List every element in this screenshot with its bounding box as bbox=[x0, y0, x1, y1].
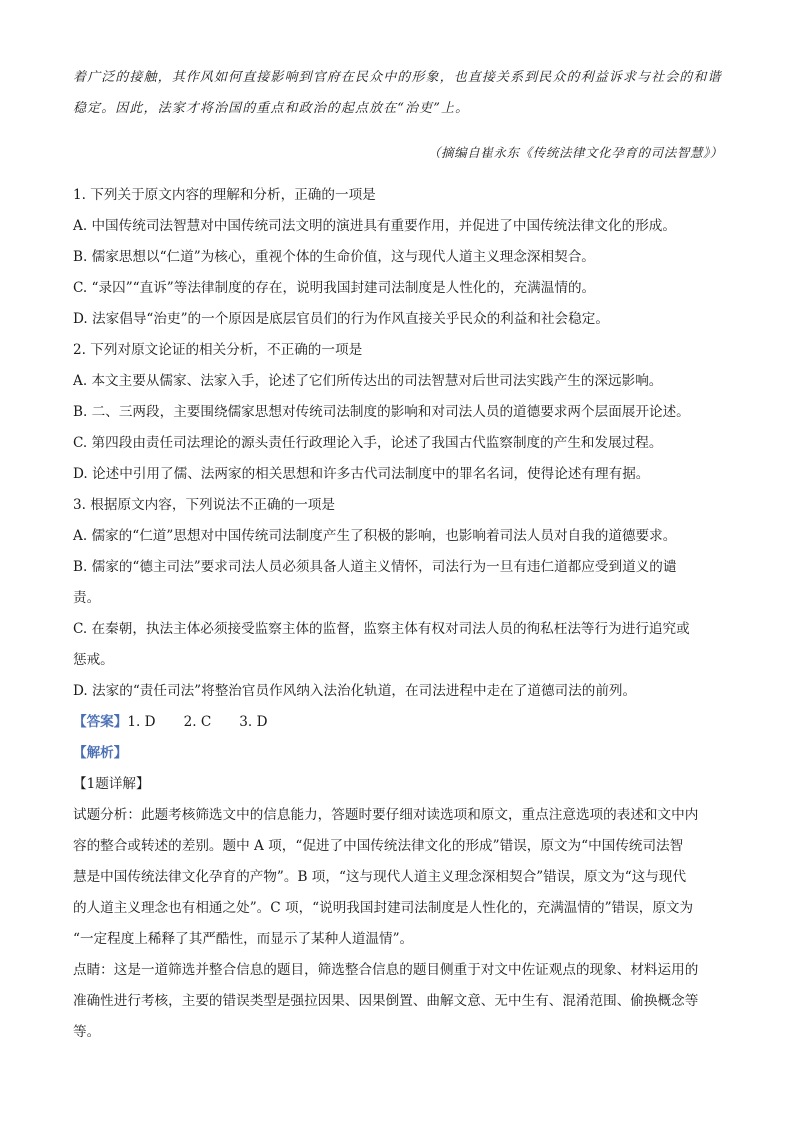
option-b: B. 儒家思想以“仁道”为核心，重视个体的生命价值，这与现代人道主义理念深相契合。 bbox=[73, 249, 595, 265]
analysis-line: “一定程度上稀释了其严酷性，而显示了某种人道温情”。 bbox=[73, 931, 414, 947]
answer-3: 3. D bbox=[239, 714, 268, 730]
document-page bbox=[73, 62, 723, 1048]
option-a: A. 儒家的“仁道”思想对中国传统司法制度产生了积极的影响，也影响着司法人员对自我的道德要求。 bbox=[73, 528, 677, 544]
option-a: A. 中国传统司法智慧对中国传统司法文明的演进具有重要作用，并促进了中国传统法律文化的形成。 bbox=[73, 218, 676, 234]
question-stem: 3. 根据原文内容，下列说法不正确的一项是 bbox=[73, 497, 335, 513]
option-a: A. 本文主要从儒家、法家入手，论述了它们所传达出的司法智慧对后世司法实践产生的深远影响。 bbox=[73, 373, 663, 389]
question-3 bbox=[73, 490, 723, 707]
analysis-line: 的人道主义理念也有相通之处”。C 项，“说明我国封建司法制度是人性化的，充满温情的”错误，原文为 bbox=[73, 900, 694, 916]
option-d: D. 法家倡导“治吏”的一个原因是底层官员们的行为作风直接关乎民众的利益和社会稳定。 bbox=[73, 311, 609, 327]
option-b: B. 儒家的“德主司法”要求司法人员必须具备人道主义情怀，司法行为一旦有违仁道都应受到道义的谴 bbox=[73, 559, 677, 575]
analysis-line: 试题分析：此题考核筛选文中的信息能力，答题时要仔细对读选项和原文，重点注意选项的表述和文中内 bbox=[73, 807, 699, 823]
option-c: C. 第四段由责任司法理论的源头责任行政理论入手，论述了我国古代监察制度的产生和发展过程。 bbox=[73, 435, 663, 451]
passage-line: 着广泛的接触，其作风如何直接影响到官府在民众中的形象，也直接关系到民众的利益诉求与社会的和谐 bbox=[73, 70, 722, 85]
option-c-cont: 惩戒。 bbox=[73, 652, 114, 668]
question-stem: 2. 下列对原文论证的相关分析，不正确的一项是 bbox=[73, 342, 363, 358]
detail-label: 【1题详解】 bbox=[73, 776, 150, 792]
option-c: C. “录囚”“直诉”等法律制度的存在，说明我国封建司法制度是人性化的，充满温情的。 bbox=[73, 280, 596, 296]
tip-body bbox=[73, 955, 723, 1048]
analysis-label: 【解析】 bbox=[73, 745, 128, 761]
option-d: D. 法家的“责任司法”将整治官员作风纳入法治化轨道，在司法进程中走在了道德司法的前列。 bbox=[73, 683, 637, 699]
option-c: C. 在秦朝，执法主体必须接受监察主体的监督，监察主体有权对司法人员的徇私枉法等行为进行追究或 bbox=[73, 621, 690, 637]
question-1 bbox=[73, 180, 723, 335]
option-b: B. 二、三两段，主要围绕儒家思想对传统司法制度的影响和对司法人员的道德要求两个层面展开论述。 bbox=[73, 404, 690, 420]
answer-2: 2. C bbox=[183, 714, 212, 730]
tip-line: 等。 bbox=[73, 1024, 101, 1040]
passage-line: 稳定。因此，法家才将治国的重点和政治的起点放在“治吏”上。 bbox=[73, 101, 470, 116]
tip-line: 准确性进行考核，主要的错误类型是强拉因果、因果倒置、曲解文意、无中生有、混淆范围、偷换概念等 bbox=[73, 993, 699, 1009]
answer-1: 1. D bbox=[127, 714, 156, 730]
analysis-line: 容的整合或转述的差别。题中 A 项，“促进了中国传统法律文化的形成”错误，原文为“中国传统司法智 bbox=[73, 838, 684, 854]
option-b-cont: 责。 bbox=[73, 590, 101, 606]
analysis-line: 慧是中国传统法律文化孕育的产物”。B 项，“这与现代人道主义理念深相契合”错误，原文为“这与现代 bbox=[73, 869, 687, 885]
question-stem: 1. 下列关于原文内容的理解和分析，正确的一项是 bbox=[73, 187, 376, 203]
passage-source: （摘编自崔永东《传统法律文化孕育的司法智慧》） bbox=[427, 144, 723, 160]
analysis-body bbox=[73, 800, 723, 955]
option-d: D. 论述中引用了儒、法两家的相关思想和许多古代司法制度中的罪名名词，使得论述有理有据。 bbox=[73, 466, 650, 482]
answer-line bbox=[73, 707, 723, 738]
answer-label: 【答案】 bbox=[73, 714, 128, 730]
question-2 bbox=[73, 335, 723, 490]
tip-line: 点睛：这是一道筛选并整合信息的题目，筛选整合信息的题目侧重于对文中佐证观点的现象、材料运用的 bbox=[73, 962, 699, 978]
